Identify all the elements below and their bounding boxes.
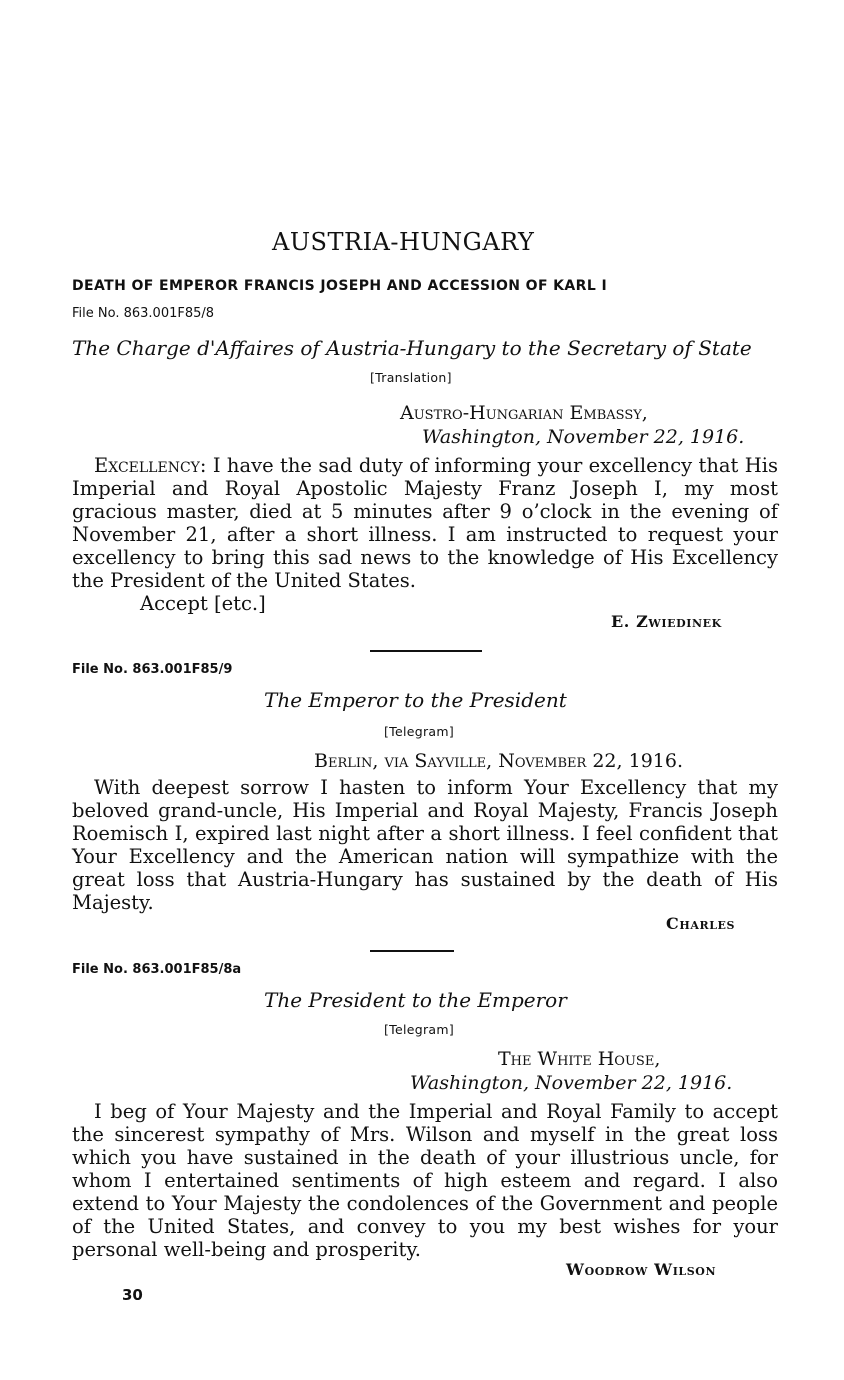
page-title: AUSTRIA-HUNGARY: [272, 228, 535, 256]
doc-note-1: [Translation]: [370, 370, 452, 385]
divider-1: [370, 650, 482, 652]
doc-note-3: [Telegram]: [384, 1022, 455, 1037]
divider-2: [370, 950, 454, 952]
letter-text-3: I beg of Your Majesty and the Imperial and Royal Family to accept the sincerest sympathy of Mrs. Wilson and myself in the great loss which you have sustained in the death of your illustrious uncle, for whom I entertained sentiments of high esteem and regard. I also extend to Your Majesty the condolences of the Government and people of the United States, and convey to you my best wishes for your personal well-being and prosperity.: [72, 1100, 778, 1261]
letter-body-1: [72, 454, 778, 592]
letter-text-2: With deepest sorrow I hasten to inform Your Excellency that my beloved grand-uncle, His Imperial and Royal Majesty, Francis Joseph Roemisch I, expired last night after a short illness. I feel confident that Your Excellency and the American nation will sympathize with the great loss that Austria-Hungary has sustained by the death of His Majesty.: [72, 776, 778, 914]
signature-3: Woodrow Wilson: [566, 1260, 717, 1279]
place-1: Austro-Hungarian Embassy,: [400, 402, 648, 424]
closing-1: Accept [etc.]: [140, 592, 266, 615]
place-3: The White House,: [498, 1048, 661, 1070]
letter-text-1: I have the sad duty of informing your excellency that His Imperial and Royal Apostolic Majesty Franz Joseph I, my most gracious master, died at 5 minutes after 9 o’clock in the evening of November 21, after a short illness. I am instructed to request your excellency to bring this sad news to the knowledge of His Excellency the President of the United States.: [72, 454, 778, 592]
file-number-3: File No. 863.001F85/8a: [72, 962, 242, 977]
doc-title-1: The Charge d'Affaires of Austria-Hungary to the Secretary of State: [72, 336, 752, 360]
doc-note-2: [Telegram]: [384, 724, 455, 739]
date-3: Washington, November 22, 1916.: [410, 1072, 733, 1094]
file-number-2: File No. 863.001F85/9: [72, 662, 233, 677]
date-1: Washington, November 22, 1916.: [422, 426, 745, 448]
signature-1: E. Zwiedinek: [611, 612, 722, 631]
doc-title-2: The Emperor to the President: [264, 688, 567, 712]
signature-2: Charles: [666, 914, 736, 933]
letter-body-3: [72, 1100, 778, 1261]
letter-body-2: [72, 776, 778, 914]
salutation-1: Excellency:: [94, 454, 207, 477]
file-number-1: File No. 863.001F85/8: [72, 306, 215, 321]
section-heading: DEATH OF EMPEROR FRANCIS JOSEPH AND ACCESSION OF KARL I: [72, 278, 608, 294]
place-2: Berlin, via Sayville, November 22, 1916.: [314, 750, 683, 772]
doc-title-3: The President to the Emperor: [264, 988, 567, 1012]
page-number: 30: [122, 1286, 143, 1304]
